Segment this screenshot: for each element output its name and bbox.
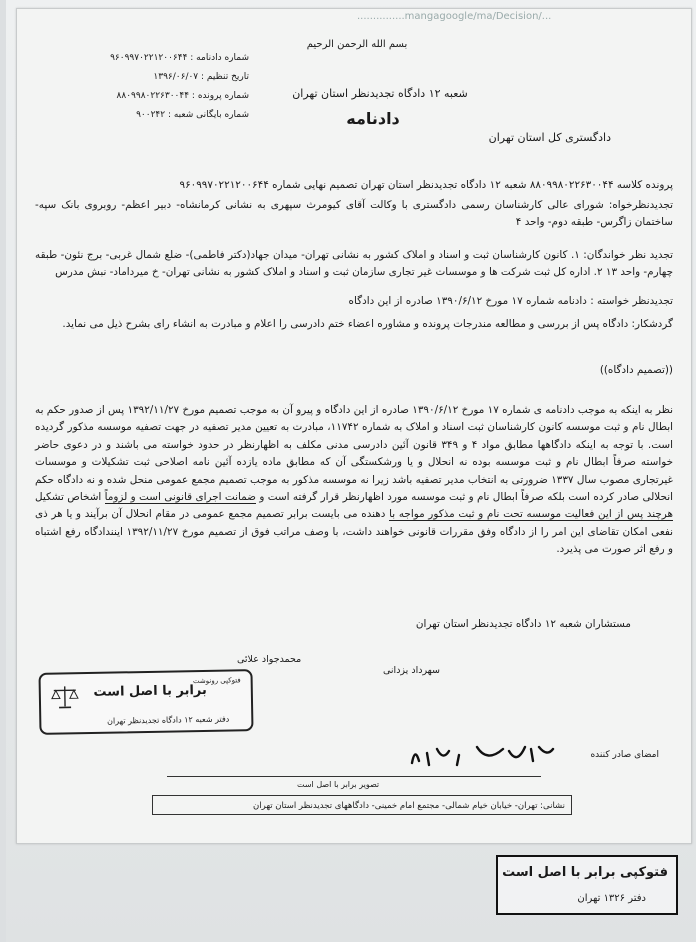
procedure: گردشکار: دادگاه پس از بررسی و مطالعه مندرجات پرونده و مشاوره اعضاء ختم دادرسی را اعلام و مبادرت به انشاء رای بشرح ذیل می نماید. (62, 318, 673, 330)
meta-archive-number: شماره بایگانی شعبه : ۹۰۰۲۴۲ (136, 110, 249, 120)
notary-stamp (496, 855, 678, 915)
decision-underlined-1: ضمانت اجرای قانونی است و لزوماً (104, 491, 257, 504)
judge-name-1: محمدجواد علائی (237, 654, 302, 665)
url-fragment: ...............mangagoogle/ma/Decision/... (357, 11, 552, 22)
court-branch: شعبه ۱۲ دادگاه تجدیدنظر استان تهران (292, 87, 468, 100)
stamp-copy-label: فتوکپی رونوشت (192, 676, 241, 686)
decision-main: نظر به اینکه به موجب دادنامه ی شماره ۱۷ مورخ ۱۳۹۰/۶/۱۲ صادره از این دادگاه و پیرو آن به موجب تصمیم مورخ ۱۳۹۲/۱۱/۲۷ پس از صدور حکم به ابطال نام و ثبت موسسه کانون کارشناسان ثبت اسناد و املاک به شماره ۱۱۷۴۲، مبادرت به تعیین مدیر تصفیه در جهت تصفیه موسسه مذکور گردیده است. با توجه به اینکه دادگاهها مطابق مواد ۴ و ۳۴۹ قانون آئین دادرسی مدنی مکلف به اظهارنظر در حدود خواسته می باشند و در دعوی حاضر خواسته صرفاً ابطال نام و ثبت موسسه بوده نه انحلال و یا ورشکستگی آن که مطابق ماده یازده آئین نامه اصلاحی ثبت تشکیلات و موسسات غیرتجاری مصوب سال ۱۳۳۷ ضرورتی به انتخاب مدیر تصفیه باشد زیرا نه موسسه مذکور به موجب تصمیم مجمع عمومی منحل شده و نه دادگاه حکم انحلالی صادر کرده است بلکه صرفاً ابطال نام و ثبت موسسه مورد اظهارنظر قرار گرفته است و (35, 404, 674, 504)
decision-heading: ((تصمیم دادگاه)) (599, 364, 673, 376)
footer-divider (167, 776, 541, 777)
footer-copy-note: تصویر برابر با اصل است (297, 780, 380, 789)
meta-case-number: شماره پرونده : ۸۸۰۹۹۸۰۲۲۶۳۰۰۴۴ (116, 91, 249, 101)
document-page (16, 8, 692, 844)
stamp-main-text: برابر با اصل است (93, 682, 207, 700)
appellant: تجدیدنظرخواه: شورای عالی کارشناسان رسمی دادگستری با وکالت آقای کیومرث سپهری به نشانی کرمانشاه- دبیر اعظم- روبروی بانک سپه- ساختمان زاگرس- طبقه دوم- واحد ۴ (35, 199, 673, 229)
scanned-sheet (6, 0, 696, 942)
stamp-office: دفتر شعبه ۱۲ دادگاه تجدیدنظر تهران (107, 714, 230, 726)
decision-text (35, 402, 673, 559)
signing-court: مستشاران شعبه ۱۲ دادگاه تجدیدنظر استان تهران (415, 618, 631, 630)
meta-ruling-number: شماره دادنامه : ۹۶۰۹۹۷۰۲۲۱۲۰۰۶۴۴ (110, 53, 249, 63)
bismillah: بسم الله الرحمن الرحیم (306, 39, 408, 50)
decision-end: دهنده می بایست برابر تصمیم مجمع عمومی در مقام انحلال آن برآیند و یا هر ذی نفعی امکان تقاضای این امر را از دادگاه وفق مقررات قانونی خواهند داشت، با وصف مراتب فوق از تصمیم مورخ ۱۳۹۲/۱۱/۲۷ اینندادگاه رفع اشتباه و رفع اثر صورت می پذیرد. (35, 508, 673, 556)
decision-underlined-2: هرچند پس از این فعالیت موسسه تحت نام و ثبت مذکور مواجه با (389, 508, 673, 521)
notary-stamp-office: دفتر ۱۳۲۶ تهران (577, 893, 646, 904)
footer-address: نشانی: تهران- خیابان خیام شمالی- مجتمع امام خمینی- دادگاههای تجدیدنظر استان تهران (152, 795, 572, 815)
certification-stamp (38, 669, 253, 735)
meta-date: تاریخ تنظیم : ۱۳۹۶/۰۶/۰۷ (153, 72, 249, 82)
judge-name-2: سهرداد یزدانی (383, 665, 441, 676)
respondents: تجدید نظر خواندگان: ۱. کانون کارشناسان ثبت و اسناد و املاک کشور به نشانی تهران- میدان جهاد(دکتر فاطمی)- ضلع شمال غربی- برج نئون- طبقه چهارم- واحد ۱۳ ۲. اداره کل ثبت شرکت ها و موسسات غیر تجاری سازمان ثبت و اسناد و املاک کشور به نشانی تهران- خ میرداماد- نبش مدرس (35, 249, 673, 279)
scales-of-justice-icon (51, 684, 79, 710)
case-line: پرونده کلاسه ۸۸۰۹۹۸۰۲۲۶۳۰۰۴۴ شعبه ۱۲ دادگاه تجدیدنظر استان تهران تصمیم نهایی شماره ۹۶۰۹۹۷۰۲۲۱۲۰۰۶۴۴ (179, 179, 673, 191)
signer-label: امضای صادر کننده (590, 750, 659, 760)
document-title: دادنامه (346, 109, 400, 128)
notary-stamp-main: فتوکپی برابر با اصل است (502, 865, 668, 880)
court-name: دادگستری کل استان تهران (488, 131, 611, 144)
decision-mid: اشخاص تشکیل (35, 491, 105, 504)
document-metadata (59, 49, 249, 125)
appeal-request: تجدیدنظر خواسته : دادنامه شماره ۱۷ مورخ ۱۳۹۰/۶/۱۲ صادره از این دادگاه (348, 295, 673, 307)
handwritten-signature (407, 735, 557, 771)
